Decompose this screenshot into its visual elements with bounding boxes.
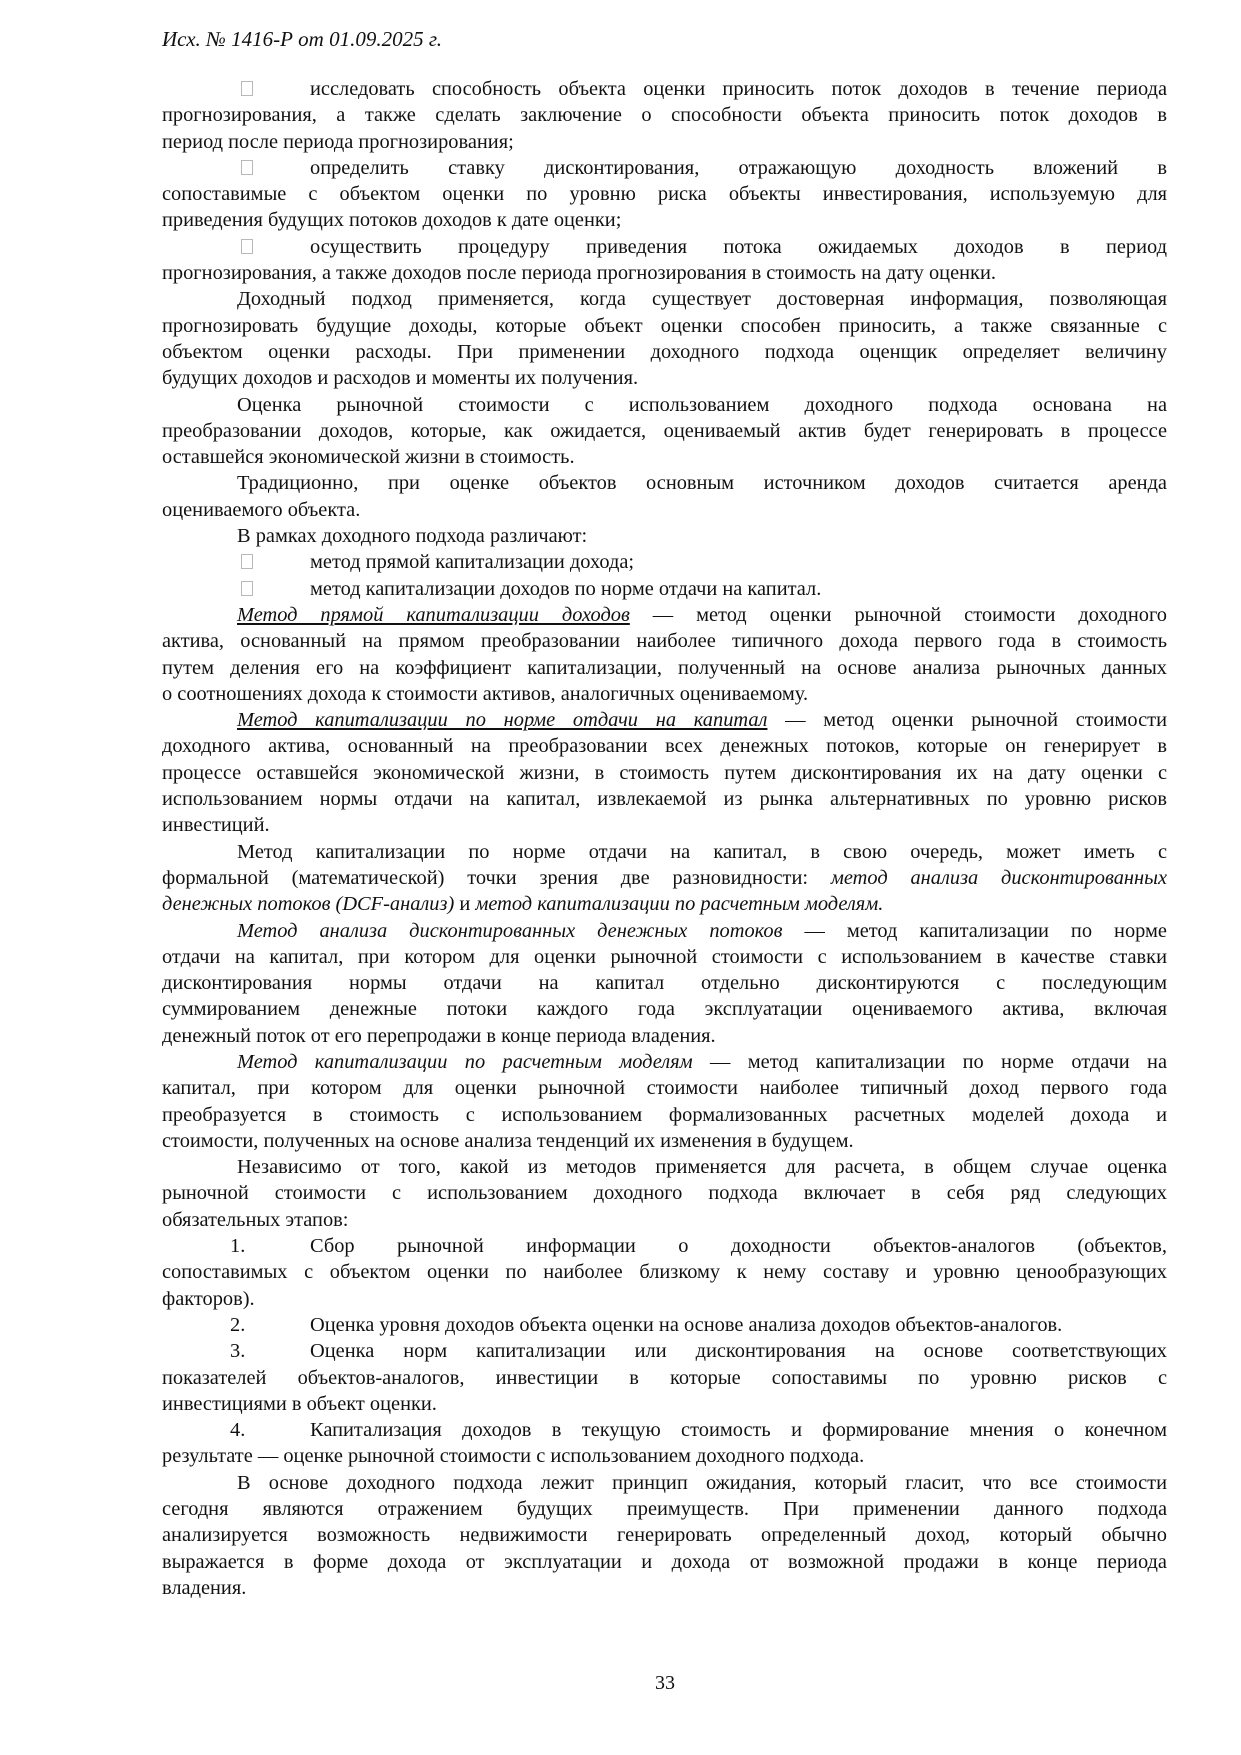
text-line: [162, 1365, 1167, 1391]
text-line: [162, 1180, 1167, 1206]
text-run: преобразуется в стоимость с использованием формализованных расчетных моделей дохода и: [162, 1103, 1167, 1126]
text-run: прогнозировать будущие доходы, которые объект оценки способен приносить, а также связанные с: [162, 314, 1167, 337]
emphasized-term: Метод анализа дисконтированных денежных потоков: [237, 919, 783, 942]
text-run: Оценка уровня доходов объекта оценки на основе анализа доходов объектов-аналогов.: [310, 1313, 1063, 1336]
text-run: прогнозирования, а также сделать заключение о способности объекта приносить поток доходов в: [162, 104, 1167, 127]
bullet-list-item: [162, 155, 1167, 181]
text-line: [162, 786, 1167, 812]
text-run: показателей объектов-аналогов, инвестиции в которые сопоставимы по уровню рисков с: [162, 1366, 1167, 1389]
text-line: [162, 1259, 1167, 1285]
text-line: [162, 760, 1167, 786]
text-line: [162, 129, 1167, 155]
text-run: период после периода прогнозирования;: [162, 130, 514, 153]
paragraph-first-line: [162, 523, 1167, 549]
text-line: [162, 1522, 1167, 1548]
text-line: [162, 891, 1167, 917]
text-run: Доходный подход применяется, когда существует достоверная информация, позволяющая: [237, 288, 1167, 311]
text-run: рыночной стоимости с использованием доходного подхода включает в себя ряд следующих: [162, 1182, 1167, 1205]
text-line: [162, 497, 1167, 523]
text-run: капитал, при котором для оценки рыночной стоимости наиболее типичный доход первого года: [162, 1077, 1167, 1100]
empty-square-bullet-icon: [241, 581, 253, 596]
text-run: дисконтирования нормы отдачи на капитал отдельно дисконтируются с последующим: [162, 972, 1167, 995]
list-number: 3.: [230, 1340, 246, 1363]
text-run: процессе оставшейся экономической жизни, в стоимость путем дисконтирования их на дату оценки с: [162, 761, 1167, 784]
text-run: суммированием денежные потоки каждого года эксплуатации оцениваемого актива, включая: [162, 998, 1167, 1021]
text-line: [162, 1443, 1167, 1469]
text-run: о соотношениях дохода к стоимости активов, аналогичных оцениваемому.: [162, 682, 809, 705]
text-run: отдачи на капитал, при котором для оценки рыночной стоимости с использованием в качестве ставки: [162, 945, 1167, 968]
paragraph-first-line: [162, 286, 1167, 312]
emphasized-term: Метод капитализации по расчетным моделям: [237, 1050, 693, 1073]
text-run: В основе доходного подхода лежит принцип ожидания, который гласит, что все стоимости: [237, 1471, 1167, 1494]
emphasized-term: Метод прямой капитализации доходов: [237, 603, 630, 626]
paragraph-first-line: [162, 470, 1167, 496]
text-run: формальной (математической) точки зрения две разновидности:: [162, 866, 831, 889]
text-run: и: [454, 893, 476, 916]
text-run: Оценка норм капитализации или дисконтирования на основе соответствующих: [310, 1340, 1167, 1363]
text-run: В рамках доходного подхода различают:: [237, 525, 588, 548]
text-line: [162, 260, 1167, 286]
text-run: сопоставимые с объектом оценки по уровню риска объекты инвестирования, используемую для: [162, 183, 1167, 206]
text-line: [162, 865, 1167, 891]
text-run: прогнозирования, а также доходов после периода прогнозирования в стоимость на дату оценки.: [162, 262, 996, 285]
text-run: обязательных этапов:: [162, 1208, 349, 1231]
text-run: Оценка рыночной стоимости с использованием доходного подхода основана на: [237, 393, 1167, 416]
empty-square-bullet-icon: [241, 160, 253, 175]
text-run: анализируется возможность недвижимости генерировать определенный доход, который обычно: [162, 1524, 1167, 1547]
bullet-list-item: [162, 76, 1167, 102]
paragraph-first-line: [162, 707, 1167, 733]
document-body: [162, 76, 1167, 1601]
text-run: определить ставку дисконтирования, отражающую доходность вложений в: [310, 156, 1167, 179]
emphasized-term: метод капитализации по расчетным моделям.: [475, 893, 884, 916]
text-run: путем деления его на коэффициент капитализации, полученный на основе анализа рыночных данных: [162, 656, 1167, 679]
numbered-list-item: [162, 1233, 1167, 1259]
text-run: факторов).: [162, 1287, 255, 1310]
text-run: выражается в форме дохода от эксплуатации и дохода от возможной продажи в конце периода: [162, 1550, 1167, 1573]
list-number: 1.: [230, 1235, 246, 1258]
text-line: [162, 1575, 1167, 1601]
numbered-list-item: [162, 1312, 1167, 1338]
empty-square-bullet-icon: [241, 81, 253, 96]
text-run: осуществить процедуру приведения потока ожидаемых доходов в период: [310, 235, 1167, 258]
text-line: [162, 655, 1167, 681]
bullet-list-item: [162, 576, 1167, 602]
text-run: Метод капитализации по норме отдачи на капитал, в свою очередь, может иметь с: [237, 840, 1167, 863]
page-number: 33: [655, 1672, 675, 1694]
text-run: будущих доходов и расходов и моменты их получения.: [162, 367, 639, 390]
text-line: [162, 970, 1167, 996]
text-run: доходного актива, основанный на преобразовании всех денежных потоков, которые он генерирует в: [162, 735, 1167, 758]
paragraph-first-line: [162, 918, 1167, 944]
paragraph-first-line: [162, 1470, 1167, 1496]
text-run: объектом оценки расходы. При применении доходного подхода оценщик определяет величину: [162, 340, 1167, 363]
text-run: Капитализация доходов в текущую стоимость и формирование мнения о конечном: [310, 1419, 1167, 1442]
text-line: [162, 444, 1167, 470]
text-line: [162, 181, 1167, 207]
text-line: [162, 313, 1167, 339]
text-run: инвестиций.: [162, 814, 270, 837]
text-run: стоимости, полученных на основе анализа тенденций их изменения в будущем.: [162, 1129, 854, 1152]
numbered-list-item: [162, 1417, 1167, 1443]
text-run: оцениваемого объекта.: [162, 498, 361, 521]
text-line: [162, 628, 1167, 654]
list-number: 2.: [230, 1313, 246, 1336]
paragraph-first-line: [162, 392, 1167, 418]
text-run: — метод капитализации по норме отдачи на: [692, 1050, 1167, 1073]
text-run: Традиционно, при оценке объектов основным источником доходов считается аренда: [237, 472, 1167, 495]
text-run: инвестициями в объект оценки.: [162, 1392, 437, 1415]
emphasized-term: метод анализа дисконтированных: [830, 866, 1167, 889]
emphasized-term: денежных потоков (DCF-анализ): [162, 893, 455, 916]
text-line: [162, 1496, 1167, 1522]
text-run: Сбор рыночной информации о доходности объектов-аналогов (объектов,: [310, 1235, 1167, 1258]
text-line: [162, 102, 1167, 128]
paragraph-first-line: [162, 1154, 1167, 1180]
text-line: [162, 207, 1167, 233]
text-run: сопоставимых с объектом оценки по наиболее близкому к нему составу и уровню ценообразующих: [162, 1261, 1167, 1284]
text-line: [162, 1128, 1167, 1154]
text-line: [162, 812, 1167, 838]
numbered-list-item: [162, 1338, 1167, 1364]
text-run: владения.: [162, 1576, 247, 1599]
text-line: [162, 1207, 1167, 1233]
text-run: — метод оценки рыночной стоимости доходного: [629, 603, 1167, 626]
text-run: актива, основанный на прямом преобразовании наиболее типичного дохода первого года в стоимость: [162, 630, 1167, 653]
list-number: 4.: [230, 1419, 246, 1442]
paragraph-first-line: [162, 839, 1167, 865]
paragraph-first-line: [162, 602, 1167, 628]
text-line: [162, 365, 1167, 391]
text-line: [162, 944, 1167, 970]
text-line: [162, 1549, 1167, 1575]
text-run: метод капитализации доходов по норме отдачи на капитал.: [310, 577, 822, 600]
text-line: [162, 1391, 1167, 1417]
text-line: [162, 418, 1167, 444]
text-line: [162, 996, 1167, 1022]
emphasized-term: Метод капитализации по норме отдачи на капитал: [237, 709, 768, 732]
text-run: сегодня являются отражением будущих преимуществ. При применении данного подхода: [162, 1498, 1167, 1521]
text-run: результате — оценке рыночной стоимости с использованием доходного подхода.: [162, 1445, 865, 1468]
text-run: денежный поток от его перепродажи в конце периода владения.: [162, 1024, 716, 1047]
text-line: [162, 339, 1167, 365]
bullet-list-item: [162, 234, 1167, 260]
empty-square-bullet-icon: [241, 239, 253, 254]
text-line: [162, 1075, 1167, 1101]
text-line: [162, 733, 1167, 759]
text-run: оставшейся экономической жизни в стоимость.: [162, 446, 575, 469]
text-line: [162, 1286, 1167, 1312]
text-run: преобразовании доходов, которые, как ожидается, оцениваемый актив будет генерировать в процессе: [162, 419, 1167, 442]
text-run: приведения будущих потоков доходов к дате оценки;: [162, 209, 622, 232]
document-reference-header: Исх. № 1416-Р от 01.09.2025 г.: [162, 27, 442, 51]
bullet-list-item: [162, 549, 1167, 575]
text-line: [162, 681, 1167, 707]
paragraph-first-line: [162, 1049, 1167, 1075]
text-run: метод прямой капитализации дохода;: [310, 551, 635, 574]
empty-square-bullet-icon: [241, 554, 253, 569]
text-run: — метод оценки рыночной стоимости: [767, 709, 1167, 732]
text-run: исследовать способность объекта оценки приносить поток доходов в течение периода: [310, 78, 1167, 100]
text-run: Независимо от того, какой из методов применяется для расчета, в общем случае оценка: [237, 1156, 1167, 1179]
text-line: [162, 1102, 1167, 1128]
text-run: использованием нормы отдачи на капитал, извлекаемой из рынка альтернативных по уровню рисков: [162, 788, 1167, 811]
text-run: — метод капитализации по норме: [782, 919, 1167, 942]
text-line: [162, 1023, 1167, 1049]
